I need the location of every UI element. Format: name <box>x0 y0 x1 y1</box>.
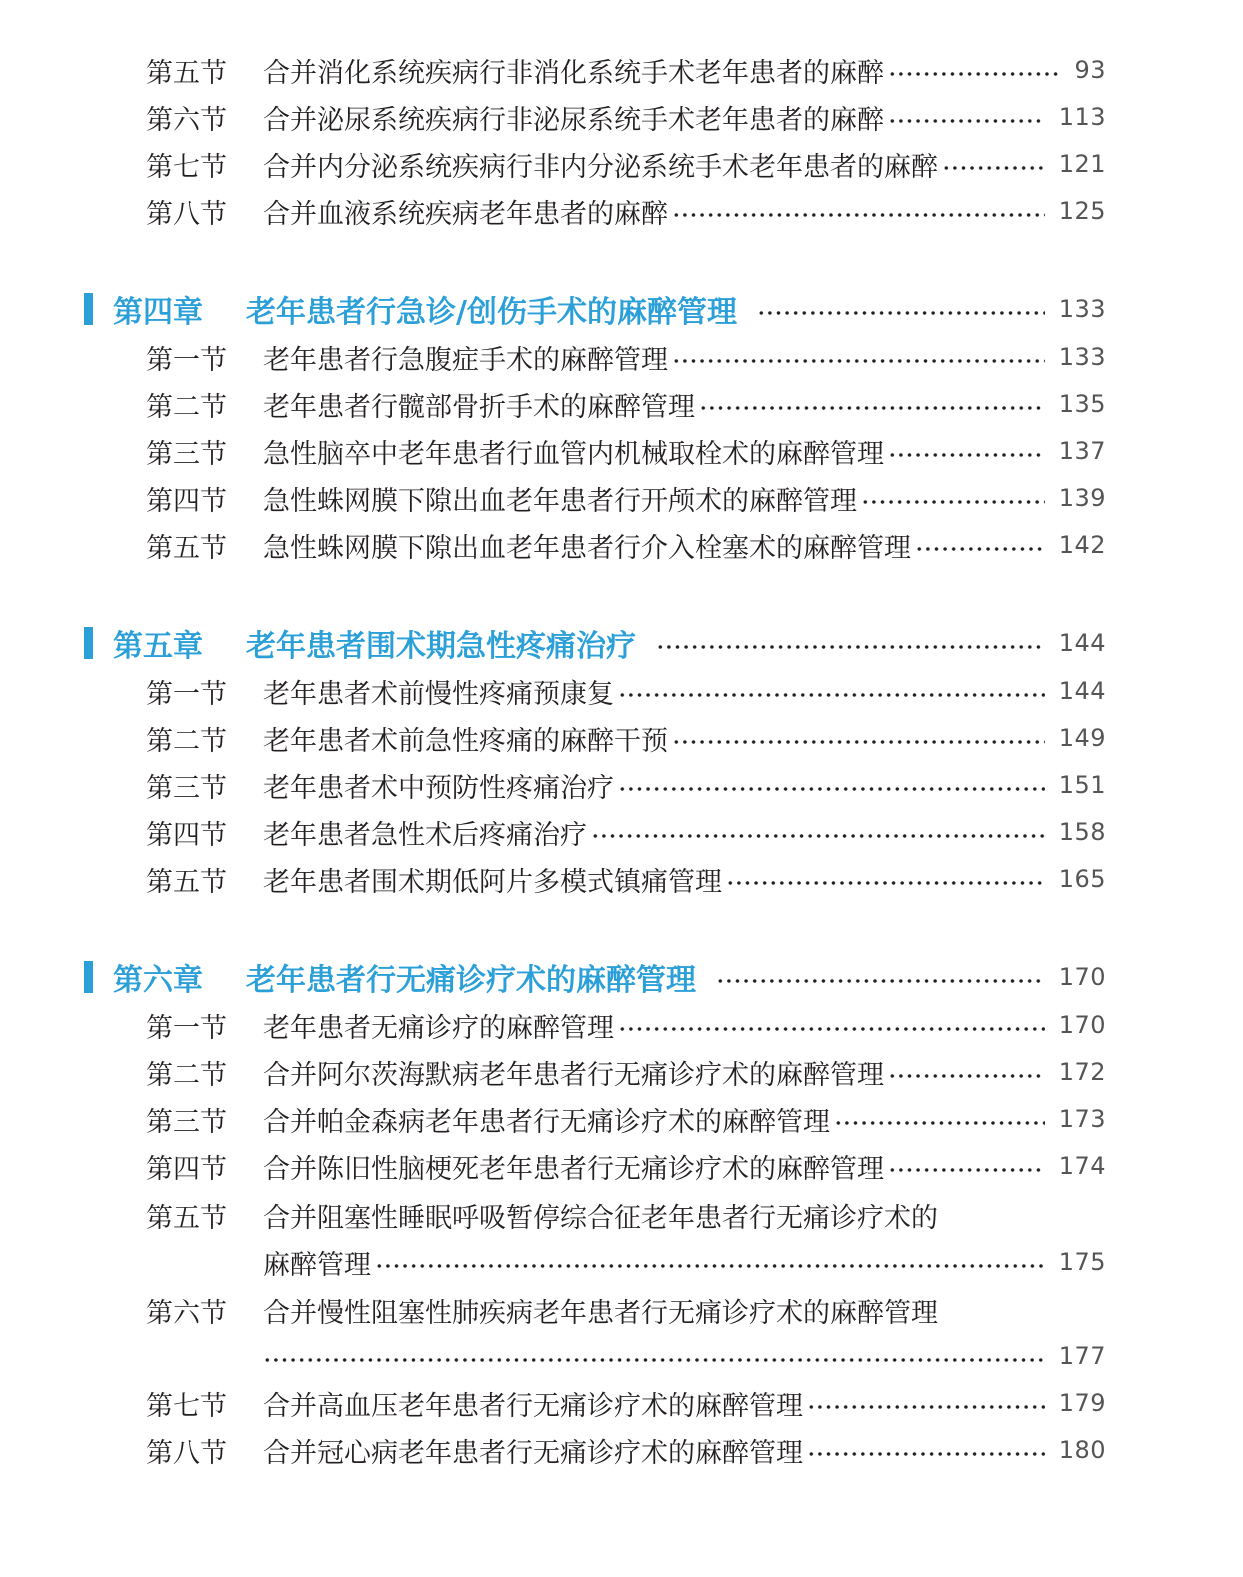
section-number: 第五节 <box>146 1202 227 1234</box>
page-number: 179 <box>1058 1389 1106 1417</box>
dot-leader <box>699 405 1045 411</box>
toc-entry[interactable] <box>146 97 1106 137</box>
page-number: 144 <box>1058 629 1106 657</box>
section-number: 第五节 <box>146 57 227 89</box>
section-title: 合并陈旧性脑梗死老年患者行无痛诊疗术的麻醉管理 <box>263 1153 884 1185</box>
page-number: 151 <box>1058 771 1106 799</box>
section-title: 合并帕金森病老年患者行无痛诊疗术的麻醉管理 <box>263 1106 830 1138</box>
toc-entry[interactable] <box>146 431 1106 471</box>
page-number: 180 <box>1058 1436 1106 1464</box>
page-number: 137 <box>1058 437 1106 465</box>
toc-entry[interactable] <box>146 812 1106 852</box>
chapter-title: 老年患者行急诊/创伤手术的麻醉管理 <box>246 295 737 330</box>
dot-leader <box>888 1073 1045 1079</box>
section-title: 老年患者术前慢性疼痛预康复 <box>263 678 614 710</box>
chapter-marker <box>84 961 93 993</box>
dot-leader <box>672 212 1045 218</box>
toc-entry[interactable] <box>146 1146 1106 1186</box>
chapter-title: 老年患者围术期急性疼痛治疗 <box>246 629 636 664</box>
section-title: 合并消化系统疾病行非消化系统手术老年患者的麻醉 <box>263 57 884 89</box>
page-number: 133 <box>1058 343 1106 371</box>
section-title: 合并慢性阻塞性肺疾病老年患者行无痛诊疗术的麻醉管理 <box>263 1297 938 1329</box>
toc-entry[interactable] <box>146 191 1106 231</box>
page-number: 135 <box>1058 390 1106 418</box>
dot-leader <box>861 499 1045 505</box>
section-title: 合并阿尔茨海默病老年患者行无痛诊疗术的麻醉管理 <box>263 1059 884 1091</box>
dot-leader <box>656 644 1045 650</box>
dot-leader <box>888 1167 1045 1173</box>
toc-entry-continuation[interactable] <box>263 1336 1106 1376</box>
section-number: 第八节 <box>146 1437 227 1469</box>
toc-entry[interactable] <box>146 1383 1106 1423</box>
section-title: 合并阻塞性睡眠呼吸暂停综合征老年患者行无痛诊疗术的 <box>263 1202 938 1234</box>
toc-entry[interactable] <box>146 337 1106 377</box>
section-title: 老年患者无痛诊疗的麻醉管理 <box>263 1012 614 1044</box>
chapter-marker <box>84 293 93 325</box>
dot-leader <box>888 71 1060 77</box>
section-number: 第二节 <box>146 725 227 757</box>
section-number: 第三节 <box>146 438 227 470</box>
section-title: 急性蛛网膜下隙出血老年患者行介入栓塞术的麻醉管理 <box>263 532 911 564</box>
section-number: 第一节 <box>146 344 227 376</box>
section-number: 第五节 <box>146 866 227 898</box>
page-number: 142 <box>1058 531 1106 559</box>
dot-leader <box>888 118 1045 124</box>
section-title: 老年患者术中预防性疼痛治疗 <box>263 772 614 804</box>
chapter-heading-4[interactable] <box>84 289 1106 329</box>
section-title: 老年患者行急腹症手术的麻醉管理 <box>263 344 668 376</box>
dot-leader <box>618 786 1045 792</box>
section-title: 急性蛛网膜下隙出血老年患者行开颅术的麻醉管理 <box>263 485 857 517</box>
chapter-title: 老年患者行无痛诊疗术的麻醉管理 <box>246 963 696 998</box>
section-number: 第八节 <box>146 198 227 230</box>
toc-entry[interactable] <box>146 671 1106 711</box>
section-number: 第四节 <box>146 819 227 851</box>
section-title: 急性脑卒中老年患者行血管内机械取栓术的麻醉管理 <box>263 438 884 470</box>
page-number: 165 <box>1058 865 1106 893</box>
dot-leader <box>263 1357 1045 1363</box>
section-title: 老年患者急性术后疼痛治疗 <box>263 819 587 851</box>
page-number: 172 <box>1058 1058 1106 1086</box>
toc-entry[interactable] <box>146 525 1106 565</box>
dot-leader <box>591 833 1045 839</box>
page-number: 93 <box>1074 56 1106 84</box>
dot-leader <box>757 310 1045 316</box>
toc-entry[interactable] <box>146 1099 1106 1139</box>
toc-entry[interactable] <box>146 765 1106 805</box>
section-title: 合并高血压老年患者行无痛诊疗术的麻醉管理 <box>263 1390 803 1422</box>
page-number: 158 <box>1058 818 1106 846</box>
toc-entry[interactable] <box>146 1195 1106 1235</box>
page-number: 170 <box>1058 1011 1106 1039</box>
toc-entry[interactable] <box>146 144 1106 184</box>
section-title: 合并血液系统疾病老年患者的麻醉 <box>263 198 668 230</box>
toc-entry[interactable] <box>146 1290 1106 1330</box>
page-number: 170 <box>1058 963 1106 991</box>
dot-leader <box>716 978 1045 984</box>
section-title: 合并内分泌系统疾病行非内分泌系统手术老年患者的麻醉 <box>263 151 938 183</box>
dot-leader <box>807 1451 1045 1457</box>
dot-leader <box>888 452 1045 458</box>
section-number: 第五节 <box>146 532 227 564</box>
section-title-continuation: 麻醉管理 <box>263 1249 371 1281</box>
page-number: 173 <box>1058 1105 1106 1133</box>
section-number: 第四节 <box>146 1153 227 1185</box>
section-number: 第三节 <box>146 1106 227 1138</box>
page-number: 149 <box>1058 724 1106 752</box>
chapter-number: 第四章 <box>113 295 203 330</box>
dot-leader <box>807 1404 1045 1410</box>
dot-leader <box>375 1263 1045 1269</box>
toc-entry[interactable] <box>146 859 1106 899</box>
section-title: 合并冠心病老年患者行无痛诊疗术的麻醉管理 <box>263 1437 803 1469</box>
page-number: 144 <box>1058 677 1106 705</box>
dot-leader <box>672 358 1045 364</box>
section-title: 老年患者行髋部骨折手术的麻醉管理 <box>263 391 695 423</box>
chapter-number: 第六章 <box>113 963 203 998</box>
section-number: 第七节 <box>146 1390 227 1422</box>
section-number: 第六节 <box>146 1297 227 1329</box>
page-number: 113 <box>1058 103 1106 131</box>
dot-leader <box>618 692 1045 698</box>
page-number: 125 <box>1058 197 1106 225</box>
page-number: 133 <box>1058 295 1106 323</box>
section-number: 第二节 <box>146 391 227 423</box>
chapter-heading-6[interactable] <box>84 957 1106 997</box>
page-number: 177 <box>1058 1342 1106 1370</box>
toc-entry-continuation[interactable] <box>263 1242 1106 1282</box>
page-number: 121 <box>1058 150 1106 178</box>
page-number: 174 <box>1058 1152 1106 1180</box>
section-number: 第六节 <box>146 104 227 136</box>
page-number: 175 <box>1058 1248 1106 1276</box>
dot-leader <box>915 546 1045 552</box>
section-number: 第一节 <box>146 1012 227 1044</box>
toc-entry[interactable] <box>146 1005 1106 1045</box>
dot-leader <box>618 1026 1045 1032</box>
toc-entry[interactable] <box>146 718 1106 758</box>
dot-leader <box>834 1120 1045 1126</box>
toc-entry[interactable] <box>146 1430 1106 1470</box>
section-number: 第七节 <box>146 151 227 183</box>
section-title: 老年患者围术期低阿片多模式镇痛管理 <box>263 866 722 898</box>
page-number: 139 <box>1058 484 1106 512</box>
toc-entry[interactable] <box>146 1052 1106 1092</box>
section-title: 老年患者术前急性疼痛的麻醉干预 <box>263 725 668 757</box>
dot-leader <box>672 739 1045 745</box>
dot-leader <box>942 165 1045 171</box>
chapter-number: 第五章 <box>113 629 203 664</box>
toc-entry[interactable] <box>146 478 1106 518</box>
toc-entry[interactable] <box>146 50 1106 90</box>
section-title: 合并泌尿系统疾病行非泌尿系统手术老年患者的麻醉 <box>263 104 884 136</box>
chapter-heading-5[interactable] <box>84 623 1106 663</box>
section-number: 第三节 <box>146 772 227 804</box>
section-number: 第一节 <box>146 678 227 710</box>
section-number: 第二节 <box>146 1059 227 1091</box>
section-number: 第四节 <box>146 485 227 517</box>
chapter-marker <box>84 627 93 659</box>
dot-leader <box>726 880 1045 886</box>
toc-entry[interactable] <box>146 384 1106 424</box>
